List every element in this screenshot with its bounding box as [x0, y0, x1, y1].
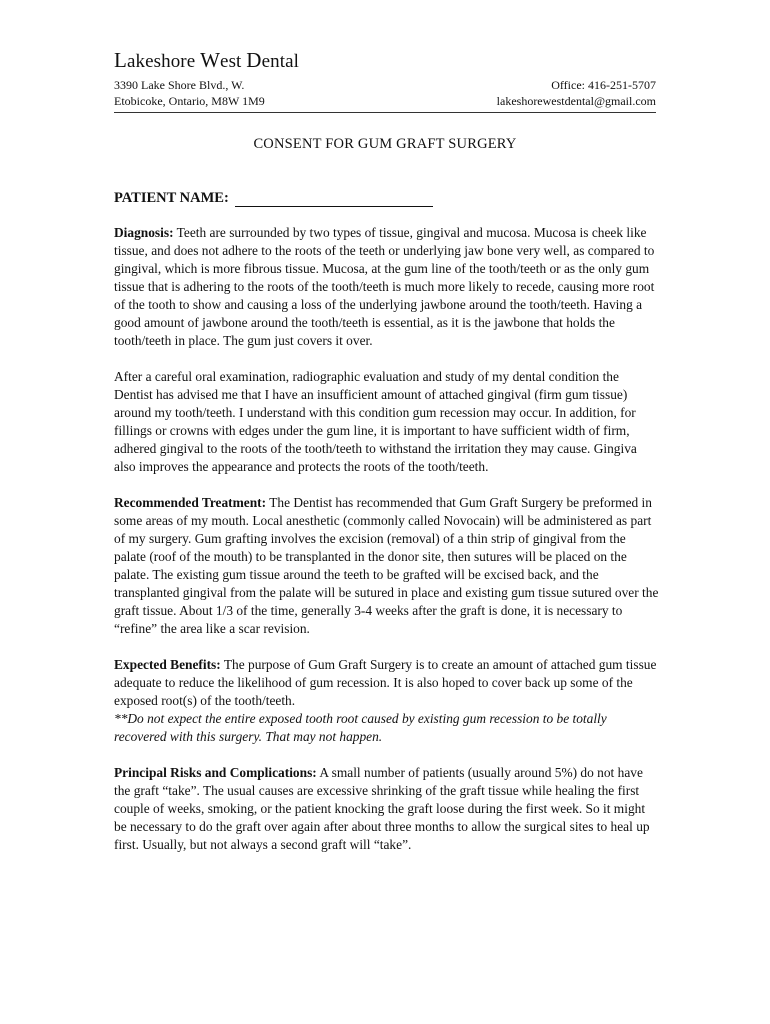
- benefits-paragraph: [114, 656, 659, 746]
- brand-word-1: akeshore: [126, 51, 201, 72]
- brand-initial-l: L: [114, 48, 127, 72]
- address-row-2: [114, 93, 656, 109]
- examination-paragraph: After a careful oral examination, radiographic evaluation and study of my dental condition the Dentist has advised me that I have an insufficient amount of attached gingival (firm gum tissue) around my tooth/teeth. I understand with this condition gum recession may occur. In addition, for fillings or crowns with edges under the gum line, it is important to have sufficient width of firm, adhered gingival to the roots of the tooth/teeth to withstand the irritation they may cause. Gingiva also improves the appearance and protects the roots of the tooth/teeth.: [114, 369, 637, 474]
- diagnosis-text: Teeth are surrounded by two types of tissue, gingival and mucosa. Mucosa is cheek like tissue, and does not adhere to the roots of the teeth or underlying jaw bone very well, as compared to gingival, which is more fibrous tissue. Mucosa, at the gum line of the tooth/teeth or as the only gum tissue that is adhering to the roots of the tooth/teeth is much more likely to recede, causing more root of the tooth to show and causing a loss of the underlying jawbone around the tooth/teeth. Having a good amount of jawbone around the tooth/teeth is essential, as it is the jawbone that holds the tooth/teeth in place. The gum just covers it over.: [114, 225, 655, 348]
- city-address: Etobicoke, Ontario, M8W 1M9: [114, 94, 265, 108]
- brand-initial-d: D: [246, 48, 262, 72]
- treatment-text: The Dentist has recommended that Gum Graft Surgery be preformed in some areas of my mouth. Local anesthetic (commonly called Novocain) will be administered as part of my surgery. Gum grafting involves the excision (removal) of a thin strip of gingival from the palate (roof of the mouth) to be transplanted in the donor site, then sutures will be placed on the palate. The existing gum tissue around the teeth to be grafted will be excised back, and the transplanted gingival from the palate will be sutured in place and existing gum tissue sutured over the graft tissue. About 1/3 of the time, generally 3-4 weeks after the graft is done, it is necessary to “refine” the area like a scar revision.: [114, 495, 659, 636]
- diagnosis-paragraph: [114, 224, 659, 350]
- benefits-heading: Expected Benefits:: [114, 657, 221, 672]
- email-address: lakeshorewestdental@gmail.com: [496, 94, 656, 108]
- brand-initial-w: W: [200, 48, 221, 72]
- risks-paragraph: [114, 764, 659, 854]
- address-row-1: [114, 77, 656, 93]
- risks-heading: Principal Risks and Complications:: [114, 765, 317, 780]
- street-address: 3390 Lake Shore Blvd., W.: [114, 78, 245, 92]
- brand-word-2: est: [220, 51, 247, 72]
- benefits-text: The purpose of Gum Graft Surgery is to create an amount of attached gum tissue adequate to reduce the likelihood of gum recession. It is also hoped to cover back up some of the exposed root(s) of the tooth/teeth.: [114, 657, 657, 708]
- diagnosis-heading: Diagnosis:: [114, 225, 174, 240]
- document-title: CONSENT FOR GUM GRAFT SURGERY: [253, 136, 517, 152]
- patient-name-field[interactable]: [235, 193, 433, 207]
- benefits-note: **Do not expect the entire exposed tooth root caused by existing gum recession to be totally recovered with this surgery. That may not happen.: [114, 711, 607, 744]
- brand-word-3: ental: [261, 51, 299, 72]
- office-phone: Office: 416-251-5707: [551, 78, 656, 92]
- letterhead: [114, 48, 656, 109]
- consent-body: [114, 224, 659, 872]
- header-divider: [114, 112, 656, 113]
- practice-name: [114, 48, 656, 73]
- treatment-heading: Recommended Treatment:: [114, 495, 267, 510]
- treatment-paragraph: [114, 494, 659, 638]
- risks-text: A small number of patients (usually around 5%) do not have the graft “take”. The usual causes are excessive shrinking of the graft tissue while healing the first couple of weeks, smoking, or the patient knocking the graft loose during the first week. So it might be necessary to do the graft over again after about three months to allow the surgical sites to heal up first. Usually, but not always a second graft will “take”.: [114, 765, 650, 852]
- patient-name-label: PATIENT NAME:: [114, 190, 229, 206]
- patient-name-row: [114, 190, 433, 207]
